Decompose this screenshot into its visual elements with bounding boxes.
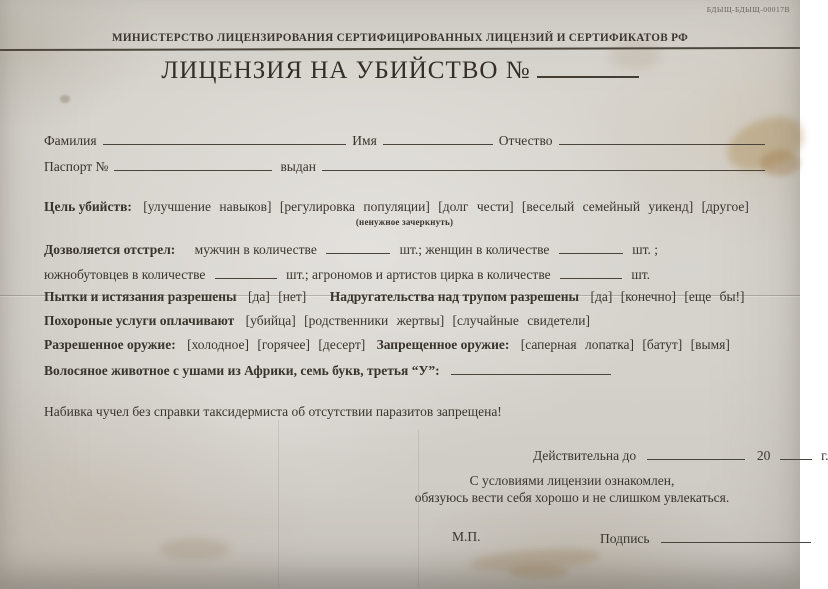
serial-number: БДЫЩ-БДЫЩ-00017В	[706, 5, 790, 14]
allowed-weapons-options: [холодное] [горячее] [десерт]	[187, 337, 366, 352]
funeral-options: [убийца] [родственники жертвы] [случайные свидетели]	[245, 313, 591, 328]
header-divider	[0, 47, 800, 51]
desecration-options: [да] [конечно] [еще бы!]	[590, 289, 745, 304]
issued-by-blank	[322, 157, 765, 171]
paper-stain	[508, 565, 568, 579]
torture-label: Пытки и истязания разрешены	[44, 289, 237, 304]
desecration-label: Надругательства над трупом разрешены	[329, 289, 580, 304]
purpose-line	[44, 198, 765, 216]
taxidermy-line	[44, 403, 765, 421]
surname-blank	[103, 131, 347, 145]
forbidden-weapons-label: Запрещенное оружие:	[376, 337, 510, 352]
agreement-block	[352, 472, 792, 506]
funeral-label: Похороные услуги оплачивают	[44, 313, 235, 328]
paper-crease	[418, 430, 419, 589]
validity-label: Действительна до	[533, 448, 637, 463]
license-number-blank	[537, 58, 639, 78]
passport-number-blank	[114, 157, 272, 171]
strike-out-note: (ненужное зачеркнуть)	[355, 217, 454, 227]
paper-stain	[469, 545, 600, 574]
name-blank	[383, 131, 493, 145]
signature-line	[600, 529, 811, 547]
document-title	[0, 57, 800, 85]
purpose-options: [улучшение навыков] [регулировка популяции] [долг чести] [веселый семейный уикенд] [другое]	[143, 199, 749, 214]
name-label: Имя	[352, 133, 377, 148]
riddle-text: Волосяное животное с ушами из Африки, семь букв, третья “У”:	[44, 363, 440, 378]
torture-options: [да] [нет]	[247, 289, 307, 304]
agreement-line-2: обязуюсь вести себя хорошо и не слишком увлекаться.	[414, 490, 730, 505]
women-count-blank	[559, 240, 623, 254]
purpose-label: Цель убийств:	[44, 199, 132, 214]
validity-year-suffix: г.	[821, 448, 828, 463]
shooting-men-text: мужчин в количестве	[194, 242, 317, 257]
validity-line	[533, 446, 828, 464]
taxidermy-text: Набивка чучел без справки таксидермиста об отсутствии паразитов запрещена!	[44, 404, 502, 419]
paper-stain	[760, 150, 800, 176]
paper-stain	[60, 95, 70, 103]
weapons-line	[44, 336, 765, 354]
agronomist-count-blank	[560, 265, 622, 279]
riddle-line	[44, 361, 765, 380]
signature-blank	[661, 529, 811, 543]
men-count-blank	[326, 240, 390, 254]
stamp-place-label: М.П.	[452, 529, 481, 544]
torture-line	[44, 288, 765, 306]
validity-century: 20	[756, 448, 771, 463]
identity-line	[44, 131, 765, 150]
issued-label: выдан	[280, 159, 316, 174]
paper-crease	[278, 420, 279, 589]
funeral-line	[44, 312, 765, 330]
shooting-units-2: шт.	[631, 267, 651, 282]
shooting-label: Дозволяется отстрел:	[44, 242, 176, 257]
butovo-count-blank	[215, 265, 277, 279]
patronymic-blank	[559, 131, 766, 145]
allowed-weapons-label: Разрешенное оружие:	[44, 337, 176, 352]
validity-year-blank	[780, 446, 812, 460]
validity-date-blank	[647, 446, 745, 460]
forbidden-weapons-options: [саперная лопатка] [батут] [вымя]	[520, 337, 730, 352]
shooting-line-1	[44, 240, 765, 259]
passport-label: Паспорт №	[44, 159, 109, 174]
signature-label: Подпись	[600, 531, 650, 546]
paper-stain	[160, 538, 230, 560]
passport-line	[44, 157, 765, 176]
shooting-women-text: шт.; женщин в количестве	[399, 242, 550, 257]
shooting-units-1: шт. ;	[632, 242, 658, 257]
ministry-heading: МИНИСТЕРСТВО ЛИЦЕНЗИРОВАНИЯ СЕРТИФИЦИРОВАННЫХ ЛИЦЕНЗИЙ И СЕРТИФИКАТОВ РФ	[111, 32, 689, 44]
patronymic-label: Отчество	[498, 133, 553, 148]
shooting-line-2	[44, 265, 765, 284]
riddle-answer-blank	[451, 361, 611, 375]
surname-label: Фамилия	[44, 133, 97, 148]
document-title-text: ЛИЦЕНЗИЯ НА УБИЙСТВО №	[161, 57, 531, 84]
shooting-butovo-text: южнобутовцев в количестве	[44, 267, 206, 282]
shooting-agronomist-text: шт.; агрономов и артистов цирка в количестве	[286, 267, 551, 282]
agreement-line-1: С условиями лицензии ознакомлен,	[469, 473, 675, 488]
